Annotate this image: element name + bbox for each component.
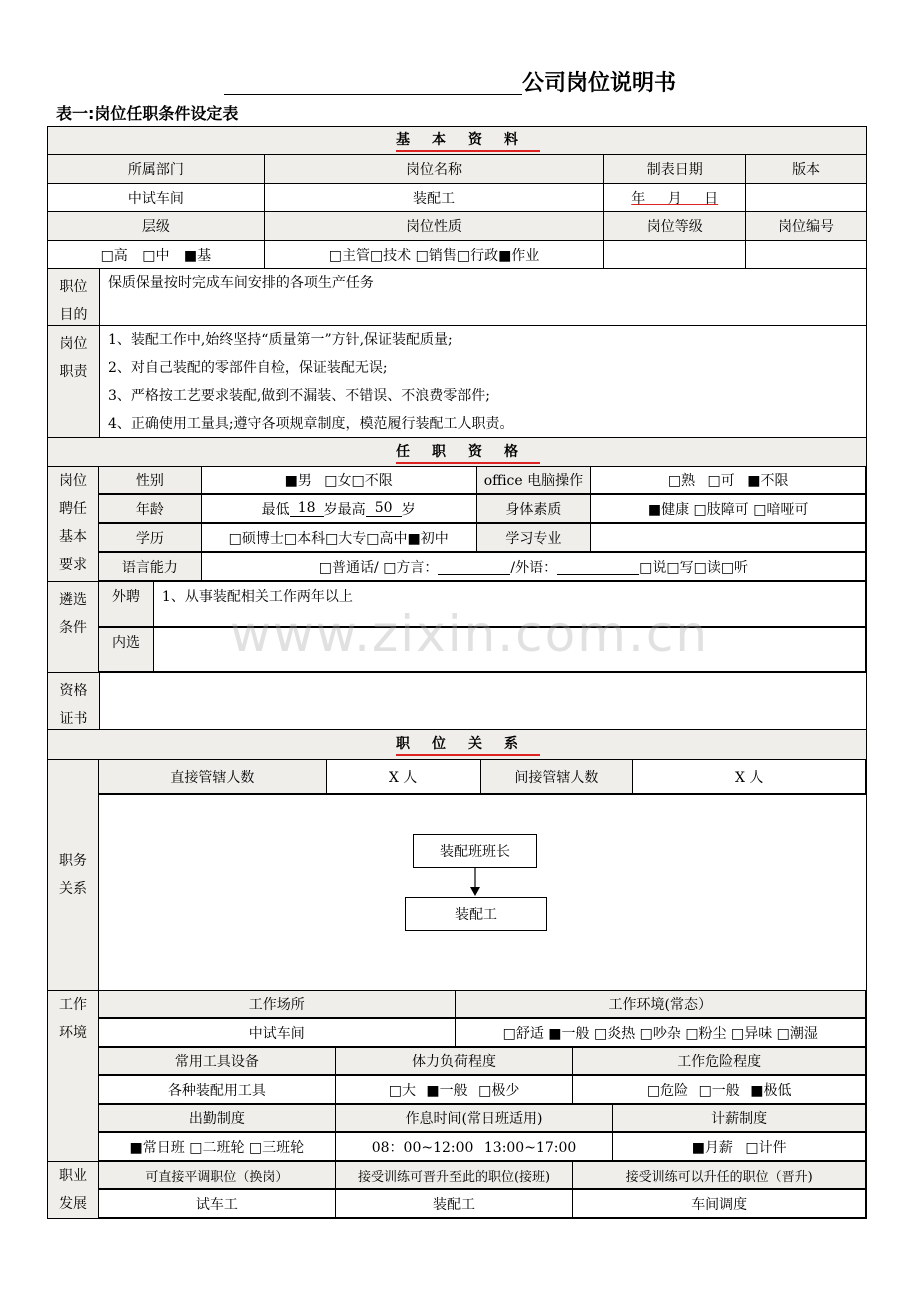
age-max-field[interactable]: 50 <box>366 500 402 517</box>
header-position-name: 岗位名称 <box>265 155 605 184</box>
foreign-field[interactable] <box>557 558 639 575</box>
danger-options[interactable]: □危险 □一般 ■极低 <box>573 1076 866 1104</box>
date-value[interactable]: 年 月 日 <box>604 184 746 212</box>
lateral-move-label: 可直接平调职位（换岗） <box>99 1162 336 1189</box>
attendance-label: 出勤制度 <box>99 1105 336 1132</box>
company-name-blank[interactable] <box>224 94 522 95</box>
danger-label: 工作危险程度 <box>573 1048 866 1075</box>
major-label: 学习专业 <box>477 524 592 552</box>
age-range[interactable] <box>202 495 477 523</box>
title-text: 公司岗位说明书 <box>522 71 677 96</box>
gender-options[interactable]: ■男 □女□不限 <box>202 467 477 494</box>
header-position-nature: 岗位性质 <box>265 212 605 241</box>
direct-reports-label: 直接管辖人数 <box>99 760 327 794</box>
section-relations: 职位关系 <box>48 730 867 760</box>
duty-item: 1、装配工作中,始终坚持“质量第一”方针,保证装配质量; <box>107 332 453 348</box>
attendance-options[interactable]: ■常日班 □二班轮 □三班轮 <box>99 1133 336 1161</box>
language-label: 语言能力 <box>99 553 202 581</box>
org-arrow-icon <box>469 867 481 897</box>
physical-load-options[interactable]: □大 ■一般 □极少 <box>336 1076 574 1104</box>
health-label: 身体素质 <box>477 495 592 523</box>
lateral-move-value: 试车工 <box>99 1190 336 1218</box>
major-value[interactable] <box>591 524 866 552</box>
duty-label: 岗位职责 <box>48 326 100 438</box>
table-subtitle: 表一:岗位任职条件设定表 <box>56 104 239 123</box>
header-position-code: 岗位编号 <box>746 212 867 241</box>
tools-label: 常用工具设备 <box>99 1048 336 1075</box>
physical-load-label: 体力负荷程度 <box>336 1048 574 1075</box>
purpose-value: 保质保量按时完成车间安排的各项生产任务 <box>100 269 867 326</box>
job-description-table <box>47 126 867 1219</box>
pay-label: 计薪制度 <box>613 1105 866 1132</box>
header-version: 版本 <box>746 155 867 184</box>
promotion-to-label: 接受训练可以升任的职位（晋升) <box>573 1162 866 1189</box>
watermark: www.zixin.com.cn <box>230 605 710 663</box>
department-value[interactable]: 中试车间 <box>48 184 265 212</box>
indirect-reports-label: 间接管辖人数 <box>481 760 634 794</box>
certificate-label: 资格证书 <box>48 673 100 730</box>
grade-value[interactable] <box>604 241 746 269</box>
header-date: 制表日期 <box>604 155 746 184</box>
tools-value: 各种装配用工具 <box>99 1076 336 1104</box>
language-dialect-text: □普通话/ □方言： <box>318 559 439 576</box>
org-box-supervisor: 装配班班长 <box>413 834 537 868</box>
office-label: office 电脑操作 <box>477 467 592 494</box>
promotion-into-value: 装配工 <box>336 1190 574 1218</box>
work-conditions-label: 工作环境(常态） <box>456 991 866 1018</box>
health-options[interactable]: ■健康 □肢障可 □喑哑可 <box>591 495 866 523</box>
education-options[interactable]: □硕博士□本科□大专□高中■初中 <box>202 524 477 552</box>
age-min-field[interactable]: 18 <box>290 500 324 517</box>
work-place-label: 工作场所 <box>99 991 456 1018</box>
pay-options[interactable]: ■月薪 □计件 <box>613 1133 866 1161</box>
internal-selection-label: 内选 <box>99 628 154 672</box>
section-qualifications: 任职资格 <box>48 438 867 467</box>
duty-item: 4、正确使用工量具;遵守各项规章制度，模范履行装配工人职责。 <box>107 416 514 432</box>
document-title <box>224 66 704 98</box>
education-label: 学历 <box>99 524 202 552</box>
career-label: 职业发展 <box>48 1162 99 1219</box>
age-mid-text: 岁最高 <box>323 501 366 518</box>
purpose-label: 职位目的 <box>48 269 100 326</box>
work-conditions-options[interactable]: □舒适 ■一般 □炎热 □吵杂 □粉尘 □异味 □潮湿 <box>456 1019 866 1047</box>
office-options[interactable]: □熟 □可 ■不限 <box>591 467 866 494</box>
selection-label: 遴选条件 <box>48 582 99 673</box>
org-box-self: 装配工 <box>405 897 547 931</box>
duty-item: 3、严格按工艺要求装配,做到不漏装、不错误、不浪费零部件; <box>107 388 491 404</box>
schedule-value: 08：00~12:00 13:00~17:00 <box>336 1133 614 1161</box>
external-hire-value: 1、从事装配相关工作两年以上 <box>154 582 866 627</box>
age-suffix: 岁 <box>401 501 416 518</box>
certificate-value[interactable] <box>100 673 867 730</box>
section-basic-info: 基本资料 <box>48 126 867 155</box>
language-skills: □说□写□读□听 <box>639 559 749 576</box>
environment-label: 工作环境 <box>48 991 99 1162</box>
gender-label: 性别 <box>99 467 202 494</box>
indirect-reports-value[interactable]: X 人 <box>633 760 866 794</box>
header-position-grade: 岗位等级 <box>604 212 746 241</box>
age-label: 年龄 <box>99 495 202 523</box>
duty-list <box>100 326 867 438</box>
age-min-text: 最低 <box>261 501 290 518</box>
requirements-label: 岗位聘任基本要求 <box>48 467 99 582</box>
internal-selection-value[interactable] <box>154 628 866 672</box>
relations-label: 职务关系 <box>48 760 99 991</box>
org-chart <box>99 795 867 991</box>
dialect-field[interactable] <box>438 558 510 575</box>
promotion-to-value: 车间调度 <box>573 1190 866 1218</box>
position-name-value[interactable]: 装配工 <box>265 184 605 212</box>
version-value[interactable] <box>746 184 867 212</box>
nature-options[interactable]: □主管□技术 □销售□行政■作业 <box>265 241 605 269</box>
header-level: 层级 <box>48 212 265 241</box>
work-place-value: 中试车间 <box>99 1019 456 1047</box>
duty-item: 2、对自己装配的零部件自检，保证装配无误; <box>107 360 388 376</box>
promotion-into-label: 接受训练可晋升至此的职位(接班) <box>336 1162 574 1189</box>
schedule-label: 作息时间(常日班适用) <box>336 1105 614 1132</box>
code-value[interactable] <box>746 241 867 269</box>
level-options[interactable]: □高 □中 ■基 <box>48 241 265 269</box>
direct-reports-value[interactable]: X 人 <box>327 760 481 794</box>
language-options[interactable] <box>202 553 866 581</box>
external-hire-label: 外聘 <box>99 582 154 627</box>
language-foreign-text: /外语： <box>510 559 558 576</box>
header-department: 所属部门 <box>48 155 265 184</box>
